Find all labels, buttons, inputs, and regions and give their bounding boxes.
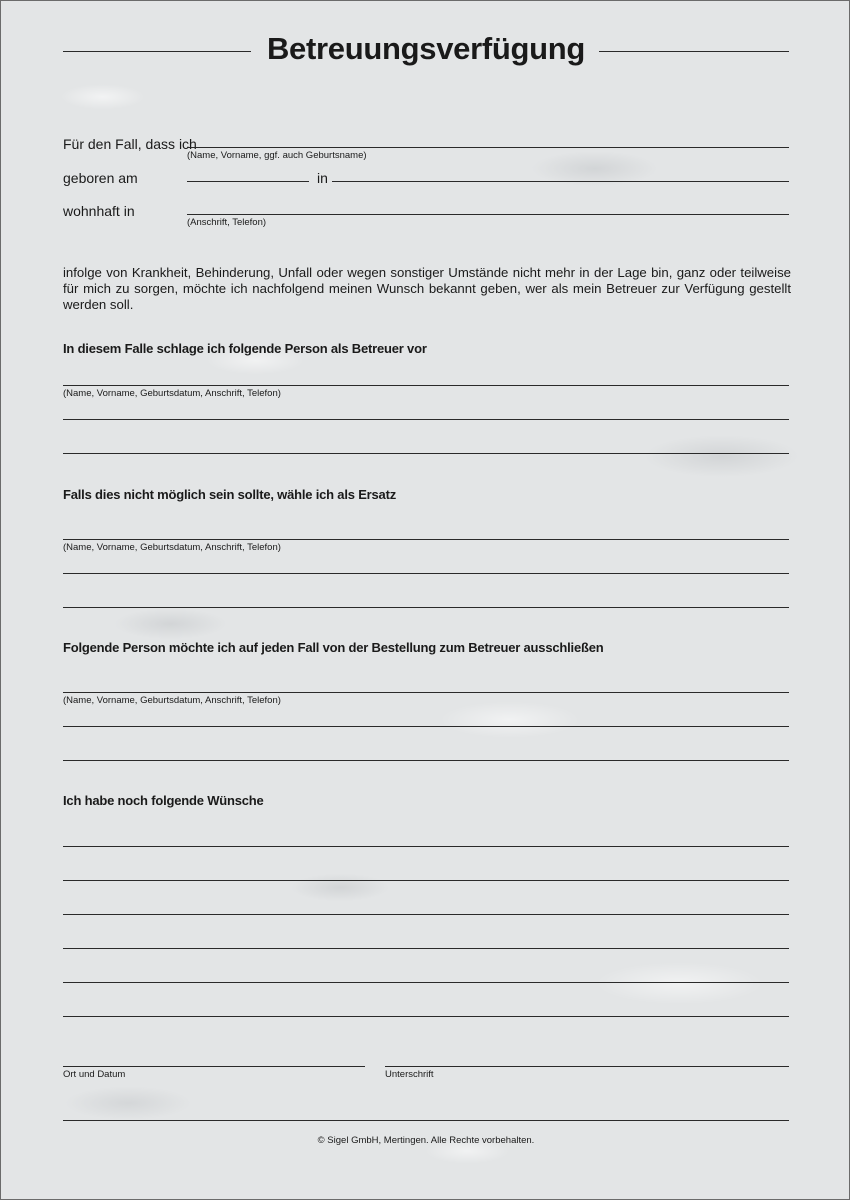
ausschluss-line-2[interactable] (63, 726, 789, 727)
wuensche-line-4[interactable] (63, 948, 789, 949)
betreuer-line-2[interactable] (63, 419, 789, 420)
wuensche-line-2[interactable] (63, 880, 789, 881)
wuensche-line-5[interactable] (63, 982, 789, 983)
betreuer-line-1[interactable] (63, 385, 789, 386)
name-field-line[interactable] (187, 147, 789, 148)
birthplace-field-line[interactable] (332, 181, 789, 182)
title-rule-left (63, 51, 251, 52)
unterschrift-label: Unterschrift (385, 1069, 434, 1080)
wuensche-line-6[interactable] (63, 1016, 789, 1017)
title-rule-right (599, 51, 789, 52)
footer-rule (63, 1120, 789, 1121)
wuensche-heading: Ich habe noch folgende Wünsche (63, 793, 264, 808)
ausschluss-hint: (Name, Vorname, Geburtsdatum, Anschrift, Telefon) (63, 695, 281, 706)
ausschluss-heading: Folgende Person möchte ich auf jeden Fall von der Bestellung zum Betreuer ausschließen (63, 640, 604, 655)
wuensche-line-3[interactable] (63, 914, 789, 915)
ausschluss-line-1[interactable] (63, 692, 789, 693)
unterschrift-line[interactable] (385, 1066, 789, 1067)
ersatz-line-3[interactable] (63, 607, 789, 608)
address-field-line[interactable] (187, 214, 789, 215)
ort-datum-line[interactable] (63, 1066, 365, 1067)
geboren-label: geboren am (63, 170, 138, 186)
betreuer-hint: (Name, Vorname, Geburtsdatum, Anschrift, Telefon) (63, 388, 281, 399)
ersatz-hint: (Name, Vorname, Geburtsdatum, Anschrift, Telefon) (63, 542, 281, 553)
betreuer-line-3[interactable] (63, 453, 789, 454)
copyright-footer: © Sigel GmbH, Mertingen. Alle Rechte vorbehalten. (317, 1135, 535, 1146)
ersatz-heading: Falls dies nicht möglich sein sollte, wähle ich als Ersatz (63, 487, 397, 502)
ort-datum-label: Ort und Datum (63, 1069, 126, 1080)
birthdate-field-line[interactable] (187, 181, 309, 182)
ersatz-line-2[interactable] (63, 573, 789, 574)
ausschluss-line-3[interactable] (63, 760, 789, 761)
in-label: in (317, 170, 328, 186)
fall-label: Für den Fall, dass ich (63, 136, 197, 152)
name-field-hint: (Name, Vorname, ggf. auch Geburtsname) (187, 150, 367, 161)
wohnhaft-label: wohnhaft in (63, 203, 135, 219)
wuensche-line-1[interactable] (63, 846, 789, 847)
ersatz-line-1[interactable] (63, 539, 789, 540)
address-field-hint: (Anschrift, Telefon) (187, 217, 267, 228)
betreuer-heading: In diesem Falle schlage ich folgende Person als Betreuer vor (63, 341, 427, 356)
intro-paragraph: infolge von Krankheit, Behinderung, Unfall oder wegen sonstiger Umstände nicht mehr in der Lage bin, ganz oder teilweise für mich zu sorgen, möchte ich nachfolgend meinen Wunsch bekannt geben, wer als mein Betreuer zur Verfügung gestellt werden soll. (63, 265, 791, 312)
page-title: Betreuungsverfügung (266, 31, 586, 66)
